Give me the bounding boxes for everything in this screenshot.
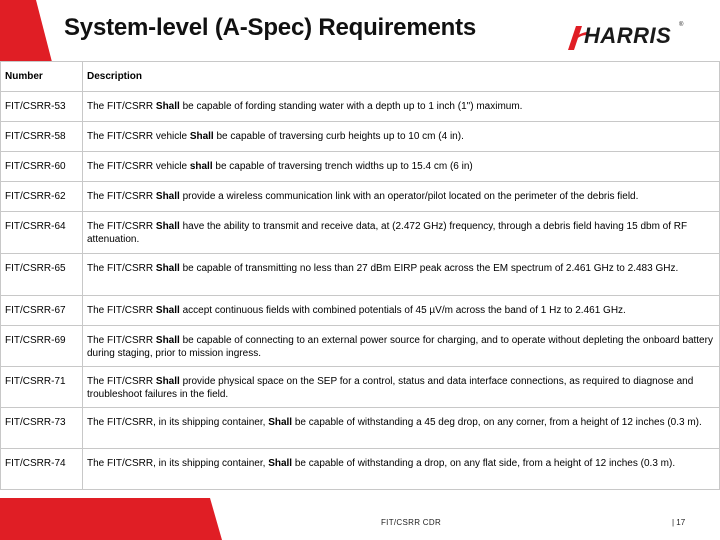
requirement-description	[83, 152, 720, 182]
table-row	[1, 296, 720, 326]
description-text: be capable of connecting to an external power source for charging, and to operate without depleting the onboard battery during staging, prior to mission ingress.	[87, 335, 713, 359]
description-text: provide physical space on the SEP for a control, status and data interface connections, as required to diagnose and troubleshoot failures in the field.	[87, 376, 694, 400]
shall-keyword: Shall	[268, 458, 293, 469]
description-text: provide a wireless communication link with an operator/pilot located on the perimeter of the debris field.	[179, 191, 639, 202]
shall-keyword: Shall	[189, 131, 214, 142]
description-text: be capable of fording standing water with a depth up to 1 inch (1") maximum.	[179, 101, 523, 112]
table-row	[1, 367, 720, 408]
requirement-description	[83, 408, 720, 449]
requirement-number: FIT/CSRR-69	[1, 326, 83, 367]
footer-page-number: | 17	[672, 518, 686, 527]
requirement-number: FIT/CSRR-71	[1, 367, 83, 408]
requirement-number: FIT/CSRR-74	[1, 449, 83, 490]
requirement-number: FIT/CSRR-58	[1, 122, 83, 152]
description-text: be capable of traversing curb heights up to 10 cm (4 in).	[213, 131, 464, 142]
requirement-number: FIT/CSRR-73	[1, 408, 83, 449]
shall-keyword: Shall	[268, 417, 293, 428]
description-text: be capable of transmitting no less than 27 dBm EIRP peak across the EM spectrum of 2.461 GHz to 2.483 GHz.	[179, 263, 679, 274]
description-text: The FIT/CSRR vehicle	[87, 161, 190, 172]
requirement-description	[83, 326, 720, 367]
shall-keyword: Shall	[155, 101, 180, 112]
requirement-number: FIT/CSRR-62	[1, 182, 83, 212]
description-text: be capable of withstanding a 45 deg drop, on any corner, from a height of 12 inches (0.3 m).	[292, 417, 702, 428]
red-corner-accent-top	[0, 0, 52, 62]
requirement-description	[83, 212, 720, 254]
shall-keyword: Shall	[155, 263, 180, 274]
table-header-row	[1, 62, 720, 92]
shall-keyword: Shall	[155, 191, 180, 202]
requirement-description	[83, 296, 720, 326]
harris-logo	[566, 20, 686, 54]
description-text: The FIT/CSRR	[87, 305, 156, 316]
red-corner-accent-bottom	[0, 498, 222, 540]
requirements-body	[1, 92, 720, 490]
shall-keyword: Shall	[155, 335, 180, 346]
description-text: The FIT/CSRR	[87, 101, 156, 112]
requirement-number: FIT/CSRR-67	[1, 296, 83, 326]
requirement-description	[83, 367, 720, 408]
requirements-table	[0, 61, 720, 490]
requirement-description	[83, 122, 720, 152]
description-text: The FIT/CSRR	[87, 221, 156, 232]
requirement-number: FIT/CSRR-64	[1, 212, 83, 254]
requirement-description	[83, 92, 720, 122]
description-text: The FIT/CSRR	[87, 335, 156, 346]
table-row	[1, 449, 720, 490]
table-row	[1, 326, 720, 367]
requirement-number: FIT/CSRR-60	[1, 152, 83, 182]
description-text: accept continuous fields with combined potentials of 45 µV/m across the band of 1 Hz to 2.461 GHz.	[179, 305, 626, 316]
description-text: be capable of traversing trench widths up to 15.4 cm (6 in)	[212, 161, 473, 172]
requirement-description	[83, 449, 720, 490]
table-row	[1, 182, 720, 212]
description-text: The FIT/CSRR	[87, 263, 156, 274]
logo-wordmark: HARRIS	[584, 23, 672, 48]
table-row	[1, 92, 720, 122]
shall-keyword: shall	[189, 161, 213, 172]
description-text: The FIT/CSRR, in its shipping container,	[87, 458, 269, 469]
page-title: System-level (A-Spec) Requirements	[64, 14, 477, 41]
table-row	[1, 122, 720, 152]
description-text: be capable of withstanding a drop, on any flat side, from a height of 12 inches (0.3 m).	[292, 458, 676, 469]
header-description: Description	[83, 62, 720, 92]
description-text: The FIT/CSRR, in its shipping container,	[87, 417, 269, 428]
table-row	[1, 408, 720, 449]
description-text: The FIT/CSRR vehicle	[87, 131, 190, 142]
header-number: Number	[1, 62, 83, 92]
requirement-description	[83, 254, 720, 296]
table-row	[1, 212, 720, 254]
description-text: The FIT/CSRR	[87, 191, 156, 202]
table-row	[1, 254, 720, 296]
shall-keyword: Shall	[155, 221, 180, 232]
description-text: The FIT/CSRR	[87, 376, 156, 387]
footer-document-name: FIT/CSRR CDR	[381, 518, 442, 527]
description-text: have the ability to transmit and receive data, at (2.472 GHz) frequency, through a debris field having 15 dbm of RF attenuation.	[87, 221, 688, 245]
requirement-number: FIT/CSRR-65	[1, 254, 83, 296]
shall-keyword: Shall	[155, 305, 180, 316]
logo-registered-mark: ®	[679, 22, 684, 28]
requirement-number: FIT/CSRR-53	[1, 92, 83, 122]
shall-keyword: Shall	[155, 376, 180, 387]
table-row	[1, 152, 720, 182]
requirement-description	[83, 182, 720, 212]
